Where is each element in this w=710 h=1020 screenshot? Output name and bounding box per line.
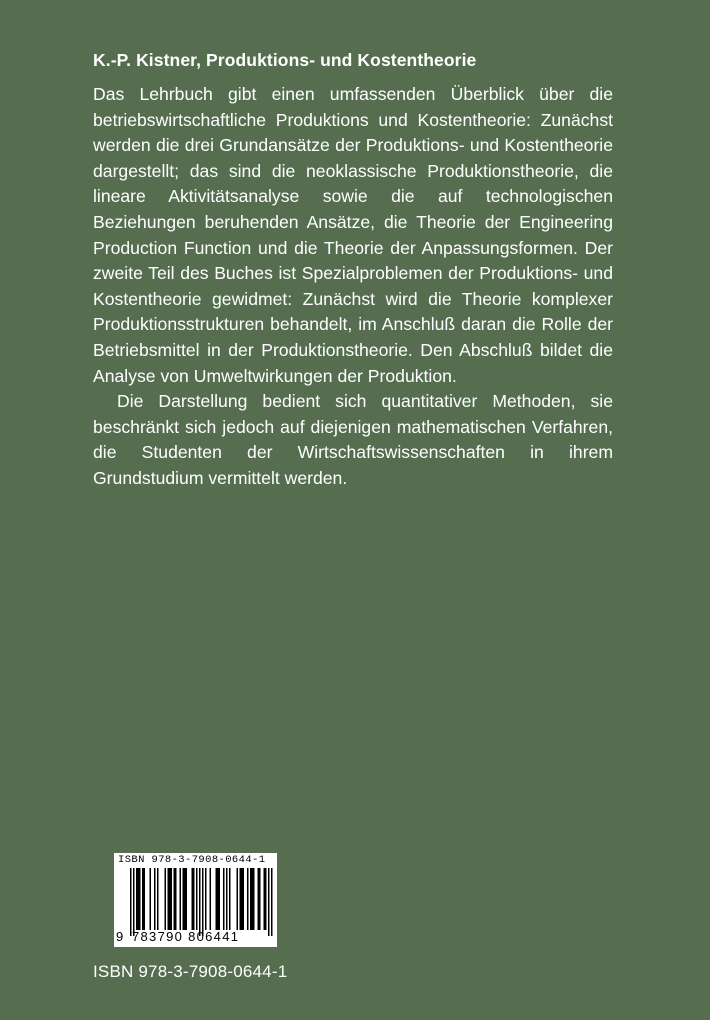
barcode-bar [171,868,173,930]
barcode-bar [210,868,212,930]
barcode-bar [199,868,201,936]
barcode-bar [139,868,141,930]
book-title: K.-P. Kistner, Produktions- und Kostentheorie [93,50,477,70]
barcode-bar [144,868,146,930]
barcode-first-digit: 9 [116,929,124,944]
barcode-bar [133,868,135,936]
barcode-bar [175,868,177,930]
barcode-bar [205,868,207,930]
barcode-bar [229,868,231,930]
barcode-bar [138,868,140,930]
barcode-bar [243,868,245,930]
barcode-bar [150,868,152,930]
blurb-paragraph-1: Das Lehrbuch gibt einen umfassenden Überblick über die betriebswirtschaftliche Produktions und Kostentheorie: Zunächst werden die drei Grundansätze der Produktions- und Kostentheorie dargestellt; das sind die neoklassische Produktionstheorie, die lineare Aktivitätsanalyse sowie die auf technologischen Beziehungen beruhenden Ansätze, die Theorie der Engineering Production Function und die Theorie der Anpassungsformen. Der zweite Teil des Buches ist Spezialproblemen der Produktions- und Kostentheorie gewidmet: Zunächst wird die Theorie komplexer Produktionsstrukturen behandelt, im Anschluß daran die Rolle der Betriebsmittel in der Produktionstheorie. Den Abschluß bildet die Analyse von Umweltwirkungen der Produktion. [93,84,613,386]
barcode-bar [216,868,218,930]
barcode-bar [168,868,170,930]
barcode-bar [268,868,270,936]
barcode-bar [130,868,132,936]
barcode-bar [154,868,156,930]
barcode-bar [183,868,185,930]
barcode-bar [252,868,254,930]
barcode-bar [237,868,239,930]
barcode-bar [259,868,261,930]
barcode-bar [250,868,252,930]
barcode-bar [247,868,249,930]
barcode-bar [219,868,221,930]
barcode-bar [136,868,138,930]
barcode-bar [253,868,255,930]
barcode-bar [217,868,219,930]
blurb-text [93,82,613,492]
isbn-number: ISBN 978-3-7908-0644-1 [93,962,288,981]
barcode-bar [165,868,167,930]
barcode-isbn-label: ISBN 978-3-7908-0644-1 [118,854,266,866]
barcode-bar [258,868,260,930]
barcode-bar [142,868,144,930]
barcode-bar [193,868,195,930]
barcode-bar [196,868,198,930]
barcode-bar [174,868,176,930]
barcode-digits [114,929,277,945]
barcode-bar [192,868,194,930]
barcode-bar [271,868,273,936]
barcode-bar [169,868,171,930]
barcode-bar [223,868,225,930]
barcode-bar [157,868,159,930]
barcode-bar [202,868,204,936]
barcode-remaining-digits: 783790 806441 [132,929,240,944]
barcode-bar [264,868,266,930]
blurb-paragraph-2: Die Darstellung bedient sich quantitativer Methoden, sie beschränkt sich jedoch auf diejenigen mathematischen Verfahren, die Studenten der Wirtschaftswissenschaften in ihrem Grundstudium vermittelt werden. [93,391,613,488]
barcode-bar [241,868,243,930]
barcode-bar [184,868,186,930]
barcode-bar [240,868,242,930]
barcode-bar [226,868,228,930]
barcode-bar [265,868,267,930]
barcode-bar [186,868,188,930]
barcode [114,853,277,947]
barcode-bar [180,868,182,930]
